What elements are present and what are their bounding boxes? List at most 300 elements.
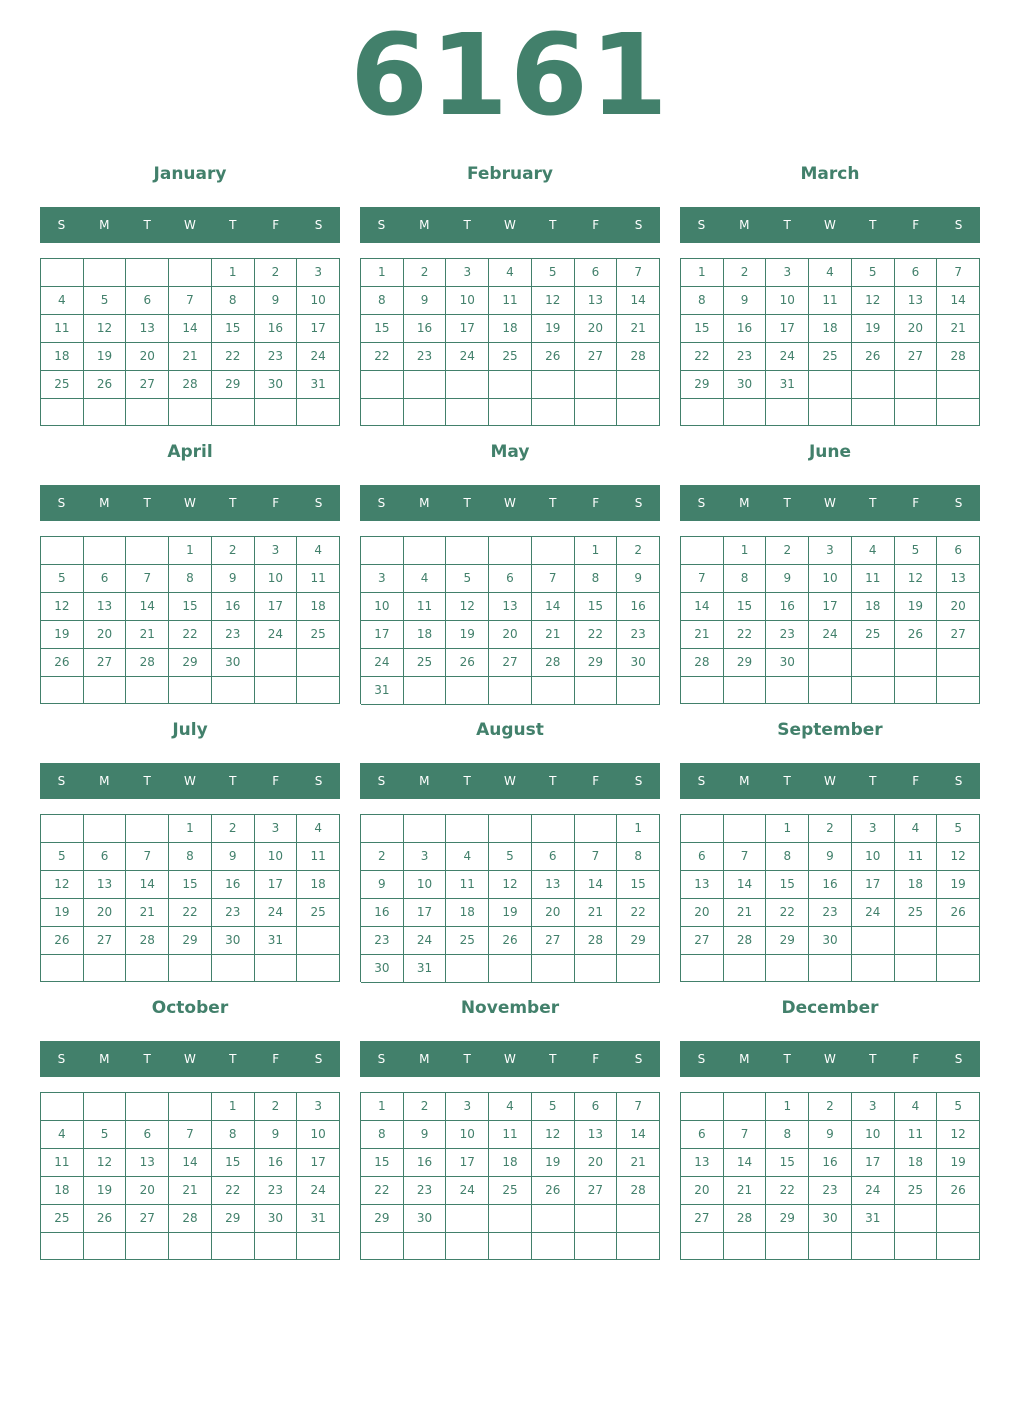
weekday-label: M — [99, 496, 110, 510]
weekday-label: S — [57, 1052, 66, 1066]
day-cell: 8 — [212, 287, 255, 315]
day-cell: 4 — [852, 537, 895, 565]
day-cell: 10 — [446, 287, 489, 315]
weekday-label: F — [912, 218, 920, 232]
day-cell — [84, 677, 127, 704]
day-cell: 18 — [297, 593, 340, 621]
day-cell — [297, 677, 340, 704]
day-cell — [852, 955, 895, 982]
day-cell: 16 — [809, 871, 852, 899]
day-cell: 14 — [724, 871, 767, 899]
day-cell: 27 — [895, 343, 938, 371]
month-name: August — [476, 720, 544, 740]
weekday-label: M — [419, 496, 430, 510]
day-cell — [404, 371, 447, 399]
day-cell: 15 — [724, 593, 767, 621]
day-cell: 3 — [255, 815, 298, 843]
day-cell: 11 — [895, 1121, 938, 1149]
day-cell: 13 — [937, 565, 980, 593]
day-cell: 1 — [724, 537, 767, 565]
day-cell: 24 — [255, 621, 298, 649]
day-cell: 8 — [617, 843, 660, 871]
day-cell — [809, 649, 852, 677]
weekday-label: T — [869, 774, 877, 788]
weekday-label: S — [954, 774, 963, 788]
day-cell — [852, 371, 895, 399]
day-cell: 28 — [681, 649, 724, 677]
day-cell: 28 — [617, 343, 660, 371]
day-cell: 19 — [446, 621, 489, 649]
day-cell — [297, 649, 340, 677]
day-cell: 23 — [809, 1177, 852, 1205]
day-cell — [489, 1233, 532, 1260]
day-cell: 26 — [852, 343, 895, 371]
day-cell: 24 — [809, 621, 852, 649]
day-cell: 21 — [724, 1177, 767, 1205]
day-cell: 12 — [84, 315, 127, 343]
day-cell: 31 — [361, 677, 404, 705]
weekday-header — [680, 207, 980, 243]
day-cell: 24 — [446, 1177, 489, 1205]
day-cell: 23 — [212, 899, 255, 927]
day-cell — [169, 677, 212, 704]
weekday-label: W — [824, 774, 836, 788]
day-cell: 1 — [617, 815, 660, 843]
day-cell: 21 — [169, 1177, 212, 1205]
day-cell: 2 — [617, 537, 660, 565]
day-cell: 13 — [895, 287, 938, 315]
weekday-label: W — [184, 774, 196, 788]
day-cell: 29 — [169, 927, 212, 955]
day-cell — [532, 371, 575, 399]
day-cell: 1 — [766, 815, 809, 843]
day-cell — [809, 399, 852, 426]
day-cell: 18 — [895, 871, 938, 899]
weekday-label: M — [99, 774, 110, 788]
day-cell: 6 — [84, 565, 127, 593]
day-cell: 25 — [41, 1205, 84, 1233]
day-cell: 8 — [361, 1121, 404, 1149]
day-cell: 22 — [169, 899, 212, 927]
day-cell: 10 — [361, 593, 404, 621]
day-cell — [41, 677, 84, 704]
day-cell: 20 — [681, 1177, 724, 1205]
day-cell — [766, 1233, 809, 1260]
day-cell — [575, 371, 618, 399]
day-cell: 25 — [489, 343, 532, 371]
months-grid — [40, 158, 980, 1270]
day-cell: 8 — [169, 565, 212, 593]
day-cell: 13 — [681, 1149, 724, 1177]
day-cell: 28 — [169, 1205, 212, 1233]
day-cell: 2 — [212, 537, 255, 565]
day-cell: 6 — [489, 565, 532, 593]
day-cell: 17 — [852, 1149, 895, 1177]
day-cell: 28 — [169, 371, 212, 399]
day-cell: 8 — [766, 1121, 809, 1149]
day-cell: 23 — [361, 927, 404, 955]
day-cell: 11 — [489, 287, 532, 315]
weekday-header — [40, 485, 340, 521]
day-cell: 25 — [41, 371, 84, 399]
day-cell: 9 — [617, 565, 660, 593]
day-cell: 23 — [809, 899, 852, 927]
day-cell: 1 — [169, 815, 212, 843]
day-cell: 29 — [575, 649, 618, 677]
weekday-label: F — [592, 496, 600, 510]
day-cell: 12 — [852, 287, 895, 315]
day-cell: 14 — [169, 1149, 212, 1177]
day-cell — [41, 1093, 84, 1121]
day-cell: 12 — [937, 843, 980, 871]
day-cell — [126, 399, 169, 426]
day-cell: 12 — [41, 593, 84, 621]
day-cell: 21 — [617, 315, 660, 343]
day-cell: 11 — [297, 843, 340, 871]
day-cell: 18 — [446, 899, 489, 927]
month-may — [360, 436, 660, 714]
weekday-label: T — [143, 774, 151, 788]
weekday-header — [40, 763, 340, 799]
day-cell — [169, 259, 212, 287]
day-cell — [617, 677, 660, 705]
day-cell: 4 — [489, 259, 532, 287]
day-cell — [212, 399, 255, 426]
day-cell: 13 — [126, 315, 169, 343]
day-cell: 7 — [532, 565, 575, 593]
day-cell: 16 — [404, 1149, 447, 1177]
day-cell: 24 — [255, 899, 298, 927]
day-cell: 17 — [361, 621, 404, 649]
day-cell: 15 — [617, 871, 660, 899]
day-cell — [937, 1205, 980, 1233]
weekday-label: S — [634, 218, 643, 232]
day-cell — [617, 371, 660, 399]
day-cell: 3 — [255, 537, 298, 565]
day-cell — [41, 399, 84, 426]
day-cell — [681, 537, 724, 565]
year-title: 6161 — [350, 11, 670, 141]
day-cell: 10 — [297, 287, 340, 315]
day-cell — [126, 259, 169, 287]
day-cell: 23 — [255, 343, 298, 371]
day-grid — [360, 1092, 660, 1260]
day-grid — [360, 258, 660, 426]
day-cell: 27 — [937, 621, 980, 649]
day-cell — [852, 1233, 895, 1260]
day-cell: 13 — [532, 871, 575, 899]
weekday-label: T — [869, 218, 877, 232]
day-cell: 15 — [575, 593, 618, 621]
day-cell: 27 — [126, 1205, 169, 1233]
day-cell — [532, 1233, 575, 1260]
day-cell: 13 — [84, 871, 127, 899]
day-cell: 29 — [766, 1205, 809, 1233]
day-cell: 22 — [212, 343, 255, 371]
weekday-label: F — [272, 774, 280, 788]
day-cell — [297, 1233, 340, 1260]
day-cell: 7 — [169, 1121, 212, 1149]
weekday-label: S — [314, 218, 323, 232]
day-cell: 6 — [575, 1093, 618, 1121]
day-cell: 26 — [532, 1177, 575, 1205]
day-cell: 25 — [895, 1177, 938, 1205]
day-cell: 21 — [126, 899, 169, 927]
weekday-header — [40, 1041, 340, 1077]
day-cell: 28 — [724, 1205, 767, 1233]
weekday-label: S — [314, 496, 323, 510]
day-cell — [489, 677, 532, 705]
day-cell — [446, 815, 489, 843]
day-cell: 26 — [937, 1177, 980, 1205]
day-cell — [212, 955, 255, 982]
day-cell: 7 — [617, 1093, 660, 1121]
day-cell: 24 — [297, 343, 340, 371]
day-cell — [809, 1233, 852, 1260]
day-cell: 26 — [937, 899, 980, 927]
day-cell: 31 — [255, 927, 298, 955]
month-name: September — [777, 720, 883, 740]
day-cell — [575, 677, 618, 705]
day-cell: 26 — [446, 649, 489, 677]
day-cell — [681, 815, 724, 843]
day-cell — [126, 815, 169, 843]
day-cell: 5 — [937, 1093, 980, 1121]
day-cell: 7 — [126, 843, 169, 871]
day-cell — [766, 677, 809, 704]
weekday-label: F — [272, 496, 280, 510]
day-cell — [724, 815, 767, 843]
day-cell: 19 — [532, 315, 575, 343]
day-cell: 1 — [575, 537, 618, 565]
day-cell: 3 — [446, 259, 489, 287]
day-cell: 3 — [297, 1093, 340, 1121]
day-cell — [852, 399, 895, 426]
day-cell: 12 — [84, 1149, 127, 1177]
day-cell — [84, 815, 127, 843]
day-cell: 28 — [532, 649, 575, 677]
month-name: June — [808, 442, 852, 462]
day-cell — [446, 955, 489, 983]
day-cell: 14 — [724, 1149, 767, 1177]
day-cell: 15 — [681, 315, 724, 343]
weekday-label: F — [592, 774, 600, 788]
day-cell — [446, 371, 489, 399]
day-cell: 29 — [724, 649, 767, 677]
day-cell — [361, 371, 404, 399]
day-cell: 29 — [681, 371, 724, 399]
day-cell: 11 — [446, 871, 489, 899]
day-cell — [895, 677, 938, 704]
day-cell: 20 — [489, 621, 532, 649]
day-cell — [297, 927, 340, 955]
day-cell: 31 — [852, 1205, 895, 1233]
month-name: May — [490, 442, 530, 462]
day-cell — [724, 1093, 767, 1121]
weekday-label: T — [783, 1052, 791, 1066]
day-cell — [489, 371, 532, 399]
weekday-label: T — [143, 1052, 151, 1066]
day-cell: 11 — [404, 593, 447, 621]
day-cell: 14 — [126, 871, 169, 899]
weekday-label: W — [184, 218, 196, 232]
day-cell: 6 — [681, 843, 724, 871]
day-cell: 16 — [766, 593, 809, 621]
day-cell — [297, 399, 340, 426]
day-cell — [126, 677, 169, 704]
day-cell: 19 — [532, 1149, 575, 1177]
day-cell: 8 — [169, 843, 212, 871]
day-cell: 2 — [361, 843, 404, 871]
day-cell: 3 — [361, 565, 404, 593]
day-cell — [937, 927, 980, 955]
day-cell: 16 — [212, 871, 255, 899]
day-cell — [446, 1233, 489, 1260]
day-cell: 19 — [895, 593, 938, 621]
month-february — [360, 158, 660, 436]
day-cell: 19 — [489, 899, 532, 927]
day-cell: 25 — [297, 899, 340, 927]
day-cell: 29 — [212, 371, 255, 399]
day-cell — [446, 1205, 489, 1233]
weekday-label: W — [824, 218, 836, 232]
day-cell: 11 — [41, 1149, 84, 1177]
weekday-label: T — [229, 496, 237, 510]
day-cell: 6 — [937, 537, 980, 565]
weekday-label: T — [463, 774, 471, 788]
day-cell — [532, 955, 575, 983]
day-cell: 17 — [446, 1149, 489, 1177]
day-cell: 3 — [297, 259, 340, 287]
day-cell: 3 — [766, 259, 809, 287]
day-cell: 8 — [361, 287, 404, 315]
day-grid — [680, 258, 980, 426]
day-cell: 2 — [404, 1093, 447, 1121]
day-cell: 12 — [895, 565, 938, 593]
day-cell: 28 — [724, 927, 767, 955]
weekday-label: T — [783, 496, 791, 510]
day-cell: 7 — [724, 843, 767, 871]
day-cell — [895, 649, 938, 677]
day-cell: 5 — [937, 815, 980, 843]
weekday-header — [40, 207, 340, 243]
day-cell: 14 — [532, 593, 575, 621]
day-cell: 18 — [489, 315, 532, 343]
day-cell — [361, 399, 404, 427]
weekday-label: T — [783, 218, 791, 232]
day-cell: 9 — [212, 565, 255, 593]
weekday-label: S — [954, 496, 963, 510]
day-cell: 30 — [212, 927, 255, 955]
day-cell: 16 — [404, 315, 447, 343]
day-cell: 6 — [84, 843, 127, 871]
weekday-label: F — [272, 218, 280, 232]
day-cell: 11 — [489, 1121, 532, 1149]
weekday-label: W — [184, 1052, 196, 1066]
weekday-label: S — [634, 774, 643, 788]
day-cell: 12 — [532, 1121, 575, 1149]
day-cell: 27 — [84, 927, 127, 955]
day-cell — [169, 1093, 212, 1121]
weekday-label: M — [739, 1052, 750, 1066]
day-cell — [766, 399, 809, 426]
day-cell: 9 — [255, 287, 298, 315]
day-cell: 9 — [404, 1121, 447, 1149]
day-cell — [255, 1233, 298, 1260]
day-cell: 30 — [809, 927, 852, 955]
day-cell: 17 — [255, 871, 298, 899]
day-cell: 9 — [255, 1121, 298, 1149]
day-cell: 11 — [41, 315, 84, 343]
day-cell: 22 — [766, 899, 809, 927]
weekday-label: T — [463, 218, 471, 232]
day-cell: 16 — [212, 593, 255, 621]
day-cell — [575, 955, 618, 983]
day-cell: 21 — [532, 621, 575, 649]
day-cell: 18 — [852, 593, 895, 621]
day-cell: 14 — [681, 593, 724, 621]
day-cell: 31 — [297, 371, 340, 399]
day-cell: 3 — [404, 843, 447, 871]
day-cell — [84, 259, 127, 287]
weekday-label: W — [504, 1052, 516, 1066]
day-cell: 10 — [766, 287, 809, 315]
day-cell: 22 — [724, 621, 767, 649]
day-cell: 18 — [297, 871, 340, 899]
weekday-label: T — [143, 496, 151, 510]
day-cell — [126, 1233, 169, 1260]
day-cell: 28 — [575, 927, 618, 955]
day-cell — [852, 677, 895, 704]
day-cell: 21 — [724, 899, 767, 927]
day-cell — [895, 399, 938, 426]
day-cell — [681, 1093, 724, 1121]
day-cell: 13 — [126, 1149, 169, 1177]
day-cell — [489, 815, 532, 843]
day-cell — [766, 955, 809, 982]
day-cell: 27 — [681, 1205, 724, 1233]
day-cell — [852, 927, 895, 955]
day-cell: 21 — [681, 621, 724, 649]
day-cell: 5 — [532, 259, 575, 287]
day-cell — [617, 955, 660, 983]
day-cell: 17 — [255, 593, 298, 621]
day-cell: 10 — [297, 1121, 340, 1149]
day-cell: 7 — [575, 843, 618, 871]
day-cell: 20 — [126, 343, 169, 371]
day-cell: 18 — [809, 315, 852, 343]
day-cell: 16 — [361, 899, 404, 927]
weekday-label: F — [912, 774, 920, 788]
day-cell: 24 — [766, 343, 809, 371]
month-june — [680, 436, 980, 714]
day-cell: 27 — [532, 927, 575, 955]
day-cell: 13 — [489, 593, 532, 621]
month-name: July — [172, 720, 208, 740]
weekday-label: F — [592, 1052, 600, 1066]
weekday-label: S — [697, 218, 706, 232]
day-cell — [617, 1233, 660, 1260]
day-cell: 4 — [404, 565, 447, 593]
weekday-label: T — [229, 774, 237, 788]
day-cell — [724, 677, 767, 704]
day-cell: 13 — [681, 871, 724, 899]
day-cell: 29 — [361, 1205, 404, 1233]
day-cell: 30 — [361, 955, 404, 983]
weekday-label: S — [377, 1052, 386, 1066]
day-cell — [404, 399, 447, 427]
day-cell — [489, 399, 532, 427]
